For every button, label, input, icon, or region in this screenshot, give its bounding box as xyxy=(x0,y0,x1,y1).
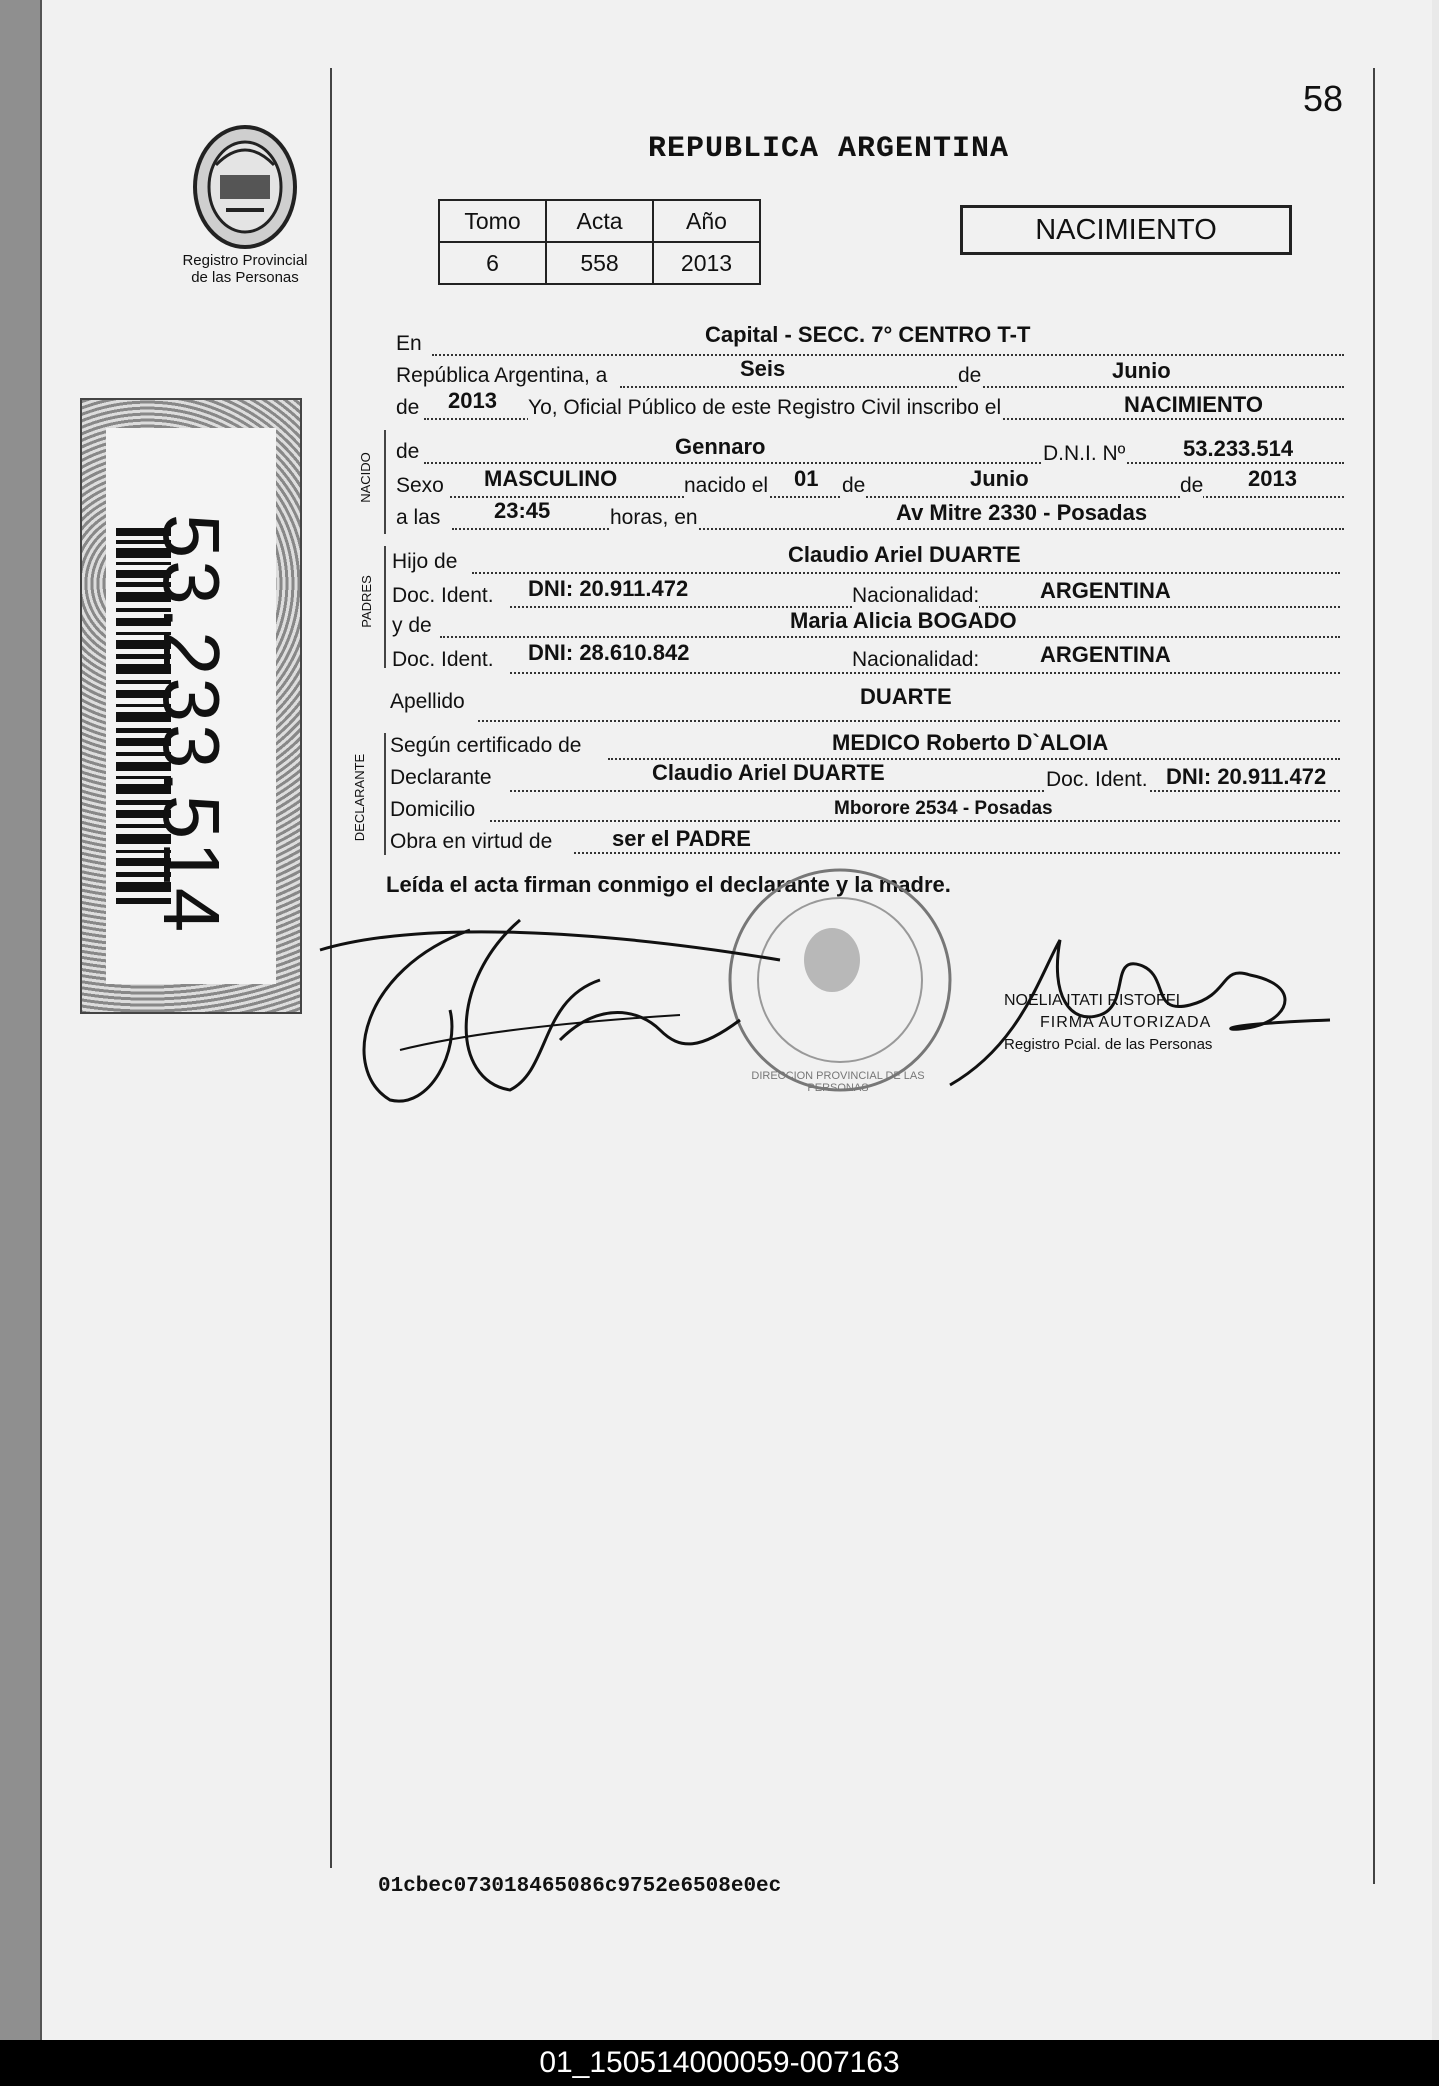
value-acta: 558 xyxy=(546,242,653,284)
birth-year: 2013 xyxy=(1248,466,1297,491)
header-anio: Año xyxy=(653,200,760,242)
apellido-label: Apellido xyxy=(390,690,465,713)
mother-doc: DNI: 28.610.842 xyxy=(528,640,690,665)
declarante-label: Declarante xyxy=(390,766,492,789)
mother-name: Maria Alicia BOGADO xyxy=(790,608,1017,633)
nacido-de-label-3: de xyxy=(1180,474,1204,497)
month-intro: Junio xyxy=(1112,358,1171,383)
sexo-value: MASCULINO xyxy=(484,466,618,491)
father-line xyxy=(472,572,1340,574)
apellido-value: DUARTE xyxy=(860,684,952,709)
sexo-label: Sexo xyxy=(396,474,444,497)
en-value: Capital - SECC. 7° CENTRO T-T xyxy=(705,322,1031,347)
official-registry: Registro Pcial. de las Personas xyxy=(1004,1036,1213,1053)
nacido-section-label: NACIDO xyxy=(357,452,373,503)
horas-label: horas, en xyxy=(610,506,698,529)
father-nat-label: Nacionalidad: xyxy=(852,584,980,607)
right-rule xyxy=(1373,68,1375,1884)
nacido-dni: 53.233.514 xyxy=(1183,436,1294,461)
footer-id: 01_150514000059-007163 xyxy=(0,2040,1439,2086)
registry-caption xyxy=(170,252,320,286)
official-title: FIRMA AUTORIZADA xyxy=(1040,1014,1212,1031)
document-hash: 01cbec073018465086c9752e6508e0ec xyxy=(378,1875,782,1898)
de-label-2: de xyxy=(396,396,420,419)
padres-bracket xyxy=(384,546,386,668)
act-type: NACIMIENTO xyxy=(1124,392,1263,417)
en-label: En xyxy=(396,332,422,355)
header-tomo: Tomo xyxy=(439,200,546,242)
registry-caption-line1: Registro Provincial xyxy=(182,252,308,269)
birth-day: 01 xyxy=(794,466,819,491)
declarante-bracket xyxy=(384,733,386,855)
cert-value: MEDICO Roberto D`ALOIA xyxy=(832,730,1109,755)
domicilio-value: Mborore 2534 - Posadas xyxy=(834,798,1053,819)
declarante-value: Claudio Ariel DUARTE xyxy=(652,760,885,785)
declarant-signature-icon xyxy=(300,900,820,1140)
en-line xyxy=(432,354,1344,356)
sexo-line xyxy=(450,496,1344,498)
oficial-text: Yo, Oficial Público de este Registro Civil inscribo el xyxy=(528,396,1002,419)
father-name: Claudio Ariel DUARTE xyxy=(788,542,1021,567)
domicilio-label: Domicilio xyxy=(390,798,476,821)
province-seal-icon xyxy=(186,115,304,255)
declarante-doc: DNI: 20.911.472 xyxy=(1166,764,1327,789)
value-tomo: 6 xyxy=(439,242,546,284)
father-doc-label: Doc. Ident. xyxy=(392,584,494,607)
declarante-line xyxy=(510,790,1340,792)
scan-edge xyxy=(0,0,40,2040)
mother-line xyxy=(440,636,1340,638)
nacido-name-line xyxy=(424,462,1344,464)
mother-doc-line xyxy=(510,672,1340,674)
official-name: NOELIA ITATI RISTOFFI xyxy=(1004,992,1181,1009)
obra-value: ser el PADRE xyxy=(612,826,751,851)
domicilio-line xyxy=(490,820,1340,822)
province-seal-logo xyxy=(186,115,304,260)
padres-section-label: PADRES xyxy=(358,575,374,628)
mother-nat-label: Nacionalidad: xyxy=(852,648,980,671)
declarante-section-label: DECLARANTE xyxy=(352,753,368,842)
de-label-1: de xyxy=(958,364,982,387)
republica-label: República Argentina, a xyxy=(396,364,608,387)
cert-label: Según certificado de xyxy=(390,734,582,757)
birth-month: Junio xyxy=(970,466,1029,491)
barcode-inner xyxy=(106,428,276,984)
dni-label: D.N.I. Nº xyxy=(1043,442,1126,465)
mother-nat: ARGENTINA xyxy=(1040,642,1171,667)
father-nat: ARGENTINA xyxy=(1040,578,1171,603)
obra-line xyxy=(574,852,1340,854)
declarante-doc-label: Doc. Ident. xyxy=(1046,768,1148,791)
obra-label: Obra en virtud de xyxy=(390,830,553,853)
value-anio: 2013 xyxy=(653,242,760,284)
birth-time: 23:45 xyxy=(494,498,551,523)
closing-text: Leída el acta firman conmigo el declarante y la madre. xyxy=(386,872,951,897)
year-intro: 2013 xyxy=(448,388,497,413)
page-number: 58 xyxy=(1303,78,1344,119)
time-line xyxy=(452,528,1344,530)
day-words: Seis xyxy=(740,356,786,381)
barcode-panel xyxy=(80,398,302,1014)
birth-place: Av Mitre 2330 - Posadas xyxy=(896,500,1148,525)
apellido-line xyxy=(478,720,1340,722)
nacido-de-label-2: de xyxy=(842,474,866,497)
record-table-value-row xyxy=(439,242,760,284)
nacido-bracket xyxy=(384,430,386,534)
hijo-label: Hijo de xyxy=(392,550,458,573)
nacido-name: Gennaro xyxy=(675,434,766,459)
record-table xyxy=(438,199,761,285)
a-las-label: a las xyxy=(396,506,441,529)
nacido-de-label: de xyxy=(396,440,420,463)
round-seal-text: DIRECCION PROVINCIAL DE LAS PERSONAS xyxy=(751,1070,925,1094)
republica-line xyxy=(620,386,1344,388)
barcode-number: 53.233.514 xyxy=(147,513,236,935)
record-type-box: NACIMIENTO xyxy=(960,205,1292,255)
page-title: REPUBLICA ARGENTINA xyxy=(648,132,1010,166)
mother-doc-label: Doc. Ident. xyxy=(392,648,494,671)
header-acta: Acta xyxy=(546,200,653,242)
nacido-el-label: nacido el xyxy=(684,474,769,497)
y-de-label: y de xyxy=(392,614,432,637)
record-table-header-row xyxy=(439,200,760,242)
father-doc: DNI: 20.911.472 xyxy=(528,576,689,601)
registry-caption-line2: de las Personas xyxy=(191,269,299,286)
